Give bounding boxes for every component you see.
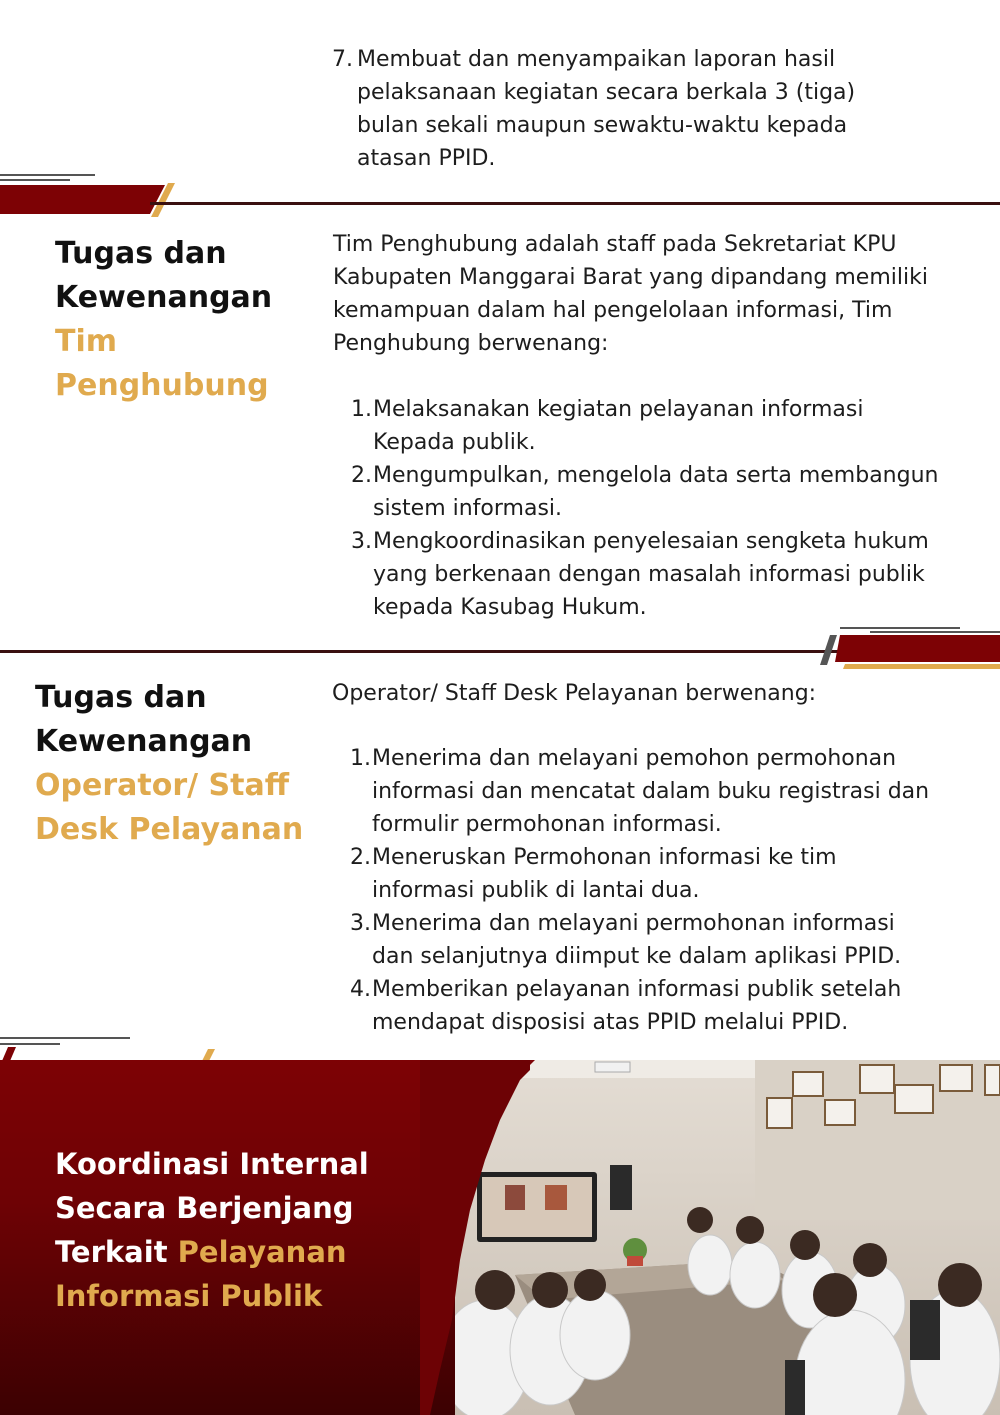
bottom-title <box>55 1142 455 1318</box>
divider-accent-left <box>0 170 1000 220</box>
meeting-photo <box>455 1060 1000 1415</box>
line: formulir permohonan informasi. <box>372 812 722 837</box>
item-text <box>332 43 972 175</box>
item-number: 2. <box>351 463 372 488</box>
section1-list <box>333 393 973 624</box>
line: Kepada publik. <box>373 430 536 455</box>
line: Menerima dan melayani permohonan informasi <box>372 911 895 936</box>
accent-line <box>0 179 70 181</box>
list-item <box>333 393 973 459</box>
item-number: 2. <box>350 845 371 870</box>
section2-heading <box>35 676 325 852</box>
divider-line <box>0 650 850 653</box>
line: Mengkoordinasikan penyelesaian sengketa hukum <box>373 529 929 554</box>
section2-list <box>332 742 972 1039</box>
accent-line <box>870 631 1000 633</box>
title-highlight: Pelayanan <box>177 1235 347 1269</box>
list-item <box>332 973 972 1039</box>
line: sistem informasi. <box>373 496 563 521</box>
accent-stripe <box>843 664 1000 669</box>
line: kemampuan dalam hal pengelolaan informasi, Tim <box>333 298 893 323</box>
accent-line <box>0 1043 60 1045</box>
line: Tim Penghubung adalah staff pada Sekretariat KPU <box>333 232 897 257</box>
title-line <box>55 1230 455 1274</box>
item-number: 1. <box>350 746 371 771</box>
line: dan selanjutnya diimput ke dalam aplikasi PPID. <box>372 944 902 969</box>
line: bulan sekali maupun sewaktu-waktu kepada <box>357 113 848 138</box>
accent-bar <box>835 635 1000 662</box>
section1-heading <box>55 232 315 408</box>
line: Menerima dan melayani pemohon permohonan <box>372 746 897 771</box>
line: atasan PPID. <box>357 146 496 171</box>
item-number: 3. <box>350 911 371 936</box>
divider-line <box>150 202 1000 205</box>
heading-line: Tugas dan <box>55 236 227 271</box>
line: Memberikan pelayanan informasi publik setelah <box>372 977 902 1002</box>
list-item <box>332 841 972 907</box>
line: informasi publik di lantai dua. <box>372 878 700 903</box>
heading-highlight: Operator/ Staff <box>35 768 290 803</box>
title-line: Secara Berjenjang <box>55 1191 354 1225</box>
section2-intro: Operator/ Staff Desk Pelayanan berwenang: <box>332 681 817 706</box>
title-highlight: Informasi Publik <box>55 1279 323 1313</box>
title-line: Koordinasi Internal <box>55 1147 369 1181</box>
accent-line <box>0 174 95 176</box>
heading-highlight: Desk Pelayanan <box>35 812 304 847</box>
accent-line <box>840 627 960 629</box>
item-number: 1. <box>351 397 372 422</box>
accent-bar <box>0 185 165 214</box>
item-number: 7. <box>332 47 353 72</box>
list-item <box>332 742 972 841</box>
line: Melaksanakan kegiatan pelayanan informasi <box>373 397 864 422</box>
line: pelaksanaan kegiatan secara berkala 3 (tiga) <box>357 80 856 105</box>
divider-accent-right <box>0 625 1000 670</box>
line: Mengumpulkan, mengelola data serta membangun <box>373 463 939 488</box>
heading-line: Kewenangan <box>55 280 273 315</box>
top-list-item <box>332 43 972 175</box>
heading-line: Kewenangan <box>35 724 253 759</box>
line: informasi dan mencatat dalam buku registrasi dan <box>372 779 930 804</box>
line: mendapat disposisi atas PPID melalui PPID. <box>372 1010 849 1035</box>
line: kepada Kasubag Hukum. <box>373 595 647 620</box>
list-item <box>333 459 973 525</box>
heading-line: Tugas dan <box>35 680 207 715</box>
list-item <box>333 525 973 624</box>
meeting-photo-illustration <box>455 1060 1000 1415</box>
title-plain: Terkait <box>55 1235 178 1269</box>
list-item <box>332 907 972 973</box>
line: Kabupaten Manggarai Barat yang dipandang memiliki <box>333 265 928 290</box>
heading-highlight: Penghubung <box>55 368 269 403</box>
accent-line <box>0 1037 130 1039</box>
line: yang berkenaan dengan masalah informasi publik <box>373 562 925 587</box>
line: Penghubung berwenang: <box>333 331 609 356</box>
item-number: 3. <box>351 529 372 554</box>
heading-highlight: Tim <box>55 324 118 359</box>
line: Membuat dan menyampaikan laporan hasil <box>357 47 836 72</box>
line: Meneruskan Permohonan informasi ke tim <box>372 845 837 870</box>
section1-intro <box>333 228 973 360</box>
item-number: 4. <box>350 977 371 1002</box>
